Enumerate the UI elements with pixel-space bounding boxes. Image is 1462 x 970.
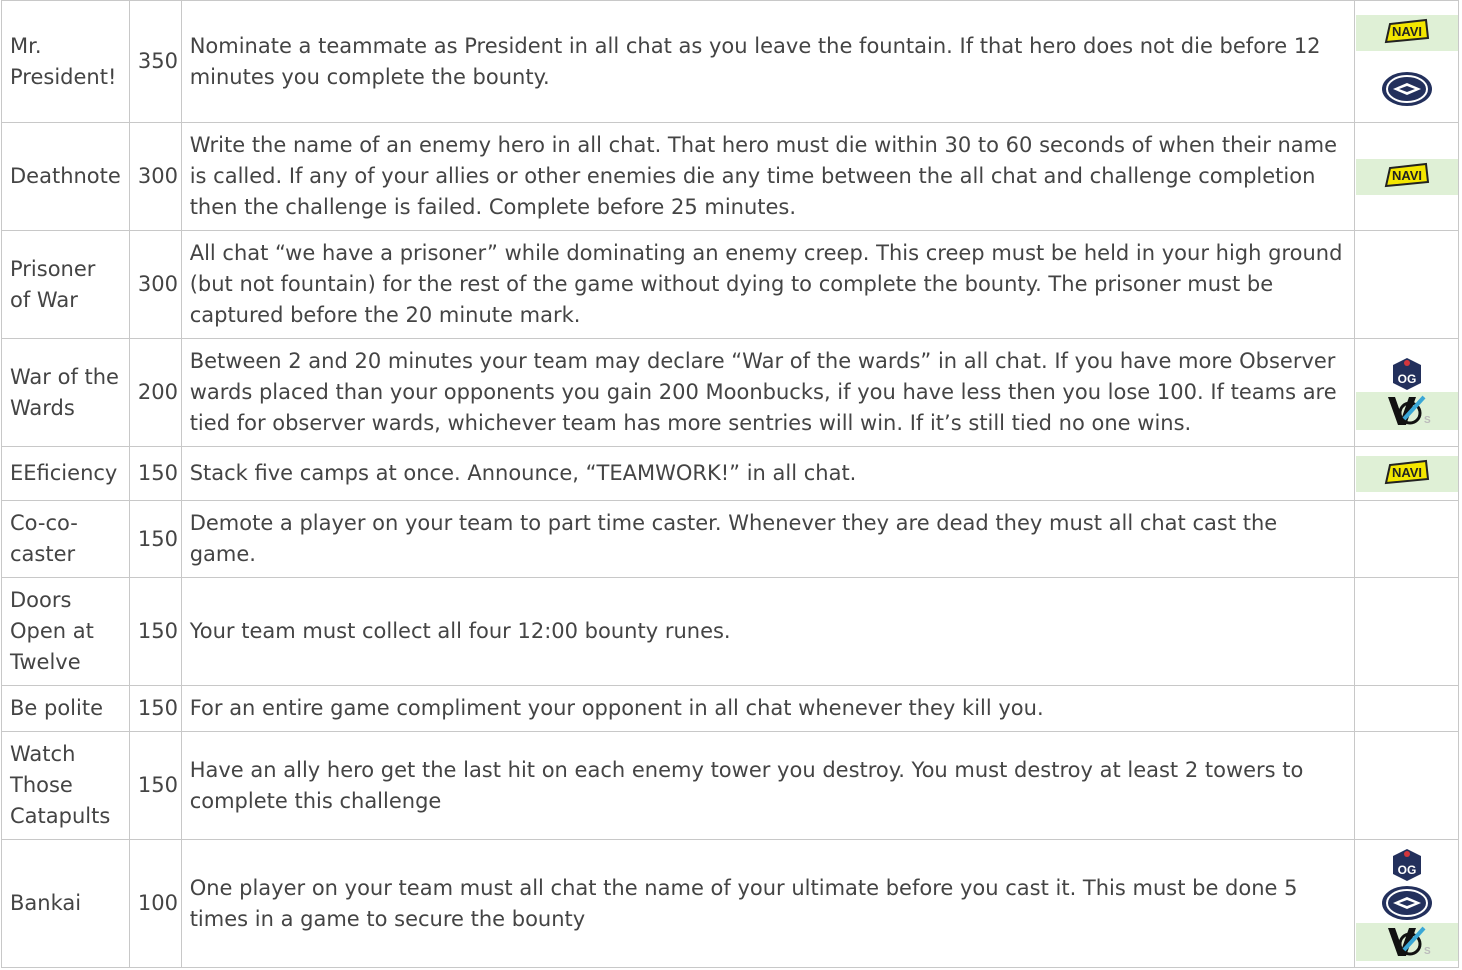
svg-text:S: S — [1423, 945, 1431, 957]
bounty-description: Have an ally hero get the last hit on each enemy tower you destroy. You must destroy at least 2 towers to complete this challenge — [181, 732, 1355, 840]
svg-text:OG: OG — [1397, 371, 1417, 386]
bounty-name: Be polite — [2, 686, 130, 732]
vgj-logo-icon — [1356, 392, 1458, 430]
svg-text:S: S — [1423, 414, 1431, 426]
team-logos-cell — [1355, 501, 1459, 578]
bounty-description: For an entire game compliment your opponent in all chat whenever they kill you. — [181, 686, 1355, 732]
bounty-description: Nominate a teammate as President in all chat as you leave the fountain. If that hero does not die before 12 minutes you complete the bounty. — [181, 1, 1355, 123]
bounty-name: Watch Those Catapults — [2, 732, 130, 840]
bounty-points: 150 — [129, 447, 181, 501]
team-logos-cell — [1355, 732, 1459, 840]
navi-logo-icon — [1356, 456, 1458, 492]
team-logos-cell — [1355, 447, 1459, 501]
table-row — [2, 686, 1459, 732]
bounty-description: Demote a player on your team to part time caster. Whenever they are dead they must all chat cast the game. — [181, 501, 1355, 578]
navi-logo-icon — [1356, 159, 1458, 195]
table-row — [2, 578, 1459, 686]
bounty-points: 150 — [129, 578, 181, 686]
bounty-name: Mr. President! — [2, 1, 130, 123]
bounty-name: EEficiency — [2, 447, 130, 501]
table-row — [2, 123, 1459, 231]
table-row — [2, 339, 1459, 447]
og-logo-icon — [1387, 356, 1427, 392]
bounty-points: 300 — [129, 123, 181, 231]
bounty-points: 300 — [129, 231, 181, 339]
bounty-points: 200 — [129, 339, 181, 447]
table-row — [2, 447, 1459, 501]
team-logos-cell — [1355, 840, 1459, 968]
table-row — [2, 732, 1459, 840]
bounty-description: Stack five camps at once. Announce, “TEAMWORK!” in all chat. — [181, 447, 1355, 501]
svg-text:NAVI: NAVI — [1391, 167, 1422, 183]
svg-text:NAVI: NAVI — [1391, 464, 1422, 480]
team-logos-cell — [1355, 1, 1459, 123]
navi-logo-icon — [1356, 15, 1458, 51]
svg-text:NAVI: NAVI — [1391, 23, 1422, 39]
bounty-name: Bankai — [2, 840, 130, 968]
bounty-name: Prisoner of War — [2, 231, 130, 339]
bounty-points: 150 — [129, 686, 181, 732]
bounty-points: 150 — [129, 501, 181, 578]
vgj-logo-icon — [1356, 923, 1458, 961]
bounty-description: One player on your team must all chat the name of your ultimate before you cast it. This must be done 5 times in a game to secure the bounty — [181, 840, 1355, 968]
bounty-name: Deathnote — [2, 123, 130, 231]
bounty-name: War of the Wards — [2, 339, 130, 447]
eg-logo-icon — [1379, 69, 1435, 109]
bounty-points: 150 — [129, 732, 181, 840]
eg-logo-icon — [1379, 883, 1435, 923]
team-logos-cell — [1355, 686, 1459, 732]
bounty-points: 100 — [129, 840, 181, 968]
bounty-table — [1, 0, 1459, 968]
team-logos-cell — [1355, 123, 1459, 231]
table-row — [2, 501, 1459, 578]
bounty-name: Co-co-caster — [2, 501, 130, 578]
og-logo-icon — [1387, 847, 1427, 883]
svg-text:OG: OG — [1397, 862, 1417, 877]
bounty-description: Your team must collect all four 12:00 bounty runes. — [181, 578, 1355, 686]
team-logos-cell — [1355, 231, 1459, 339]
table-row — [2, 1, 1459, 123]
team-logos-cell — [1355, 339, 1459, 447]
table-row — [2, 840, 1459, 968]
bounty-description: Write the name of an enemy hero in all chat. That hero must die within 30 to 60 seconds of when their name is called. If any of your allies or other enemies die any time between the all chat and challenge completion then the challenge is failed. Complete before 25 minutes. — [181, 123, 1355, 231]
table-row — [2, 231, 1459, 339]
team-logos-cell — [1355, 578, 1459, 686]
bounty-name: Doors Open at Twelve — [2, 578, 130, 686]
bounty-points: 350 — [129, 1, 181, 123]
bounty-description: Between 2 and 20 minutes your team may declare “War of the wards” in all chat. If you have more Observer wards placed than your opponents you gain 200 Moonbucks, if you have less then you lose 100. If teams are tied for observer wards, whichever team has more sentries will win. If it’s still tied no one wins. — [181, 339, 1355, 447]
bounty-description: All chat “we have a prisoner” while dominating an enemy creep. This creep must be held in your high ground (but not fountain) for the rest of the game without dying to complete the bounty. The prisoner must be captured before the 20 minute mark. — [181, 231, 1355, 339]
